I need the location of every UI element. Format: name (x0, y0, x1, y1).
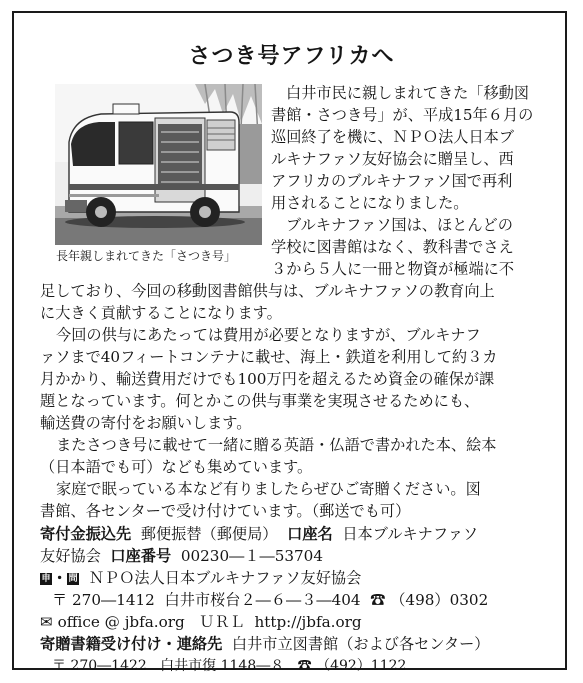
body-line: ァソまで40フィートコンテナに載せ、海上・鉄道を利用して約３カ (40, 348, 498, 366)
url-link[interactable]: http://jbfa.org (254, 613, 362, 631)
body-line: 書館、各センターで受け付けています。（郵送でも可） (40, 502, 411, 520)
body-line: ブルキナファソ国は、ほとんどの (286, 216, 513, 234)
mobile-library-bus-photo (55, 84, 262, 245)
book-donation-label: 寄贈書籍受け付け・連絡先 (40, 635, 223, 653)
org-address: 白井市桜台２―６―３―404 (164, 591, 361, 609)
body-line: 足しており、今回の移動図書館供与は、ブルキナファソの教育向上 (40, 282, 495, 300)
bus-illustration (55, 84, 262, 245)
phone-icon: ☎ (370, 591, 386, 609)
body-line: 白井市民に親しまれてきた「移動図 (286, 84, 529, 102)
donation-line (40, 527, 478, 542)
body-line: 輸送費の寄付をお願いします。 (40, 414, 252, 432)
body-line: ３から５人に一冊と物資が極端に不 (271, 260, 514, 278)
web-line (40, 615, 362, 630)
body-line: に大きく貢献することになります。 (40, 304, 282, 322)
phone-icon: ☎ (297, 658, 312, 674)
url-label: ＵＲＬ (199, 613, 245, 631)
body-line: アフリカのブルキナファソ国で再利 (271, 172, 513, 190)
body-line: 書館・さつき号」が、平成15年６月の (271, 106, 534, 124)
mail-icon: ✉ (40, 613, 53, 631)
account-name: 日本ブルキナファソ (342, 525, 479, 543)
library-address-line (52, 659, 406, 673)
email-link[interactable]: office @ jbfa.org (57, 613, 185, 631)
org-line: 申・問 ＮＰＯ法人日本ブルキナファソ友好協会 (41, 569, 362, 587)
lib-postal: 〒 270―1422 (52, 658, 147, 674)
org-phone: （498）0302 (390, 591, 489, 609)
account-line (40, 549, 323, 564)
application-icon: 申 (41, 574, 51, 584)
lib-phone: （492）1122 (316, 658, 407, 674)
article-title: さつき号アフリカへ (188, 44, 395, 69)
lib-address: 白井市復 1148―８ (160, 658, 285, 674)
account-no: 00230―１―53704 (180, 547, 324, 565)
inquiry-icon: 問 (68, 574, 78, 584)
account-name-cont: 友好協会 (40, 547, 101, 565)
library-name: 白井市立図書館（および各センター） (231, 635, 490, 653)
account-no-label: 口座番号 (110, 547, 172, 565)
body-line: 学校に図書館はなく、教科書でさえ (271, 238, 514, 256)
donation-method: 郵便振替（郵便局） (140, 525, 278, 543)
org-name: ＮＰＯ法人日本ブルキナファソ友好協会 (88, 569, 362, 587)
photo-caption: 長年親しまれてきた「さつき号」 (56, 249, 237, 263)
body-line: またさつき号に載せて一緒に贈る英語・仏語で書かれた本、絵本 (56, 436, 497, 454)
body-line: 巡回終了を機に、ＮＰＯ法人日本ブ (271, 128, 514, 146)
body-line: （日本語でも可）なども集めています。 (40, 458, 313, 476)
org-address-line (52, 593, 488, 608)
account-name-label: 口座名 (287, 525, 333, 543)
body-line: 家庭で眠っている本など有りましたらぜひご寄贈ください。図 (56, 480, 481, 498)
body-line: ルキナファソ友好協会に贈呈し、西 (271, 150, 514, 168)
body-line: 題となっています。何とかこの供与事業を実現させるためにも、 (40, 392, 480, 410)
body-line: 月かかり、輸送費用だけでも100万円を超えるため資金の確保が課 (40, 370, 495, 388)
org-postal: 〒 270―1412 (52, 591, 155, 609)
donation-label: 寄付金振込先 (40, 525, 132, 543)
body-line: 用されることになりました。 (271, 194, 469, 212)
body-line: 今回の供与にあたっては費用が必要となりますが、ブルキナフ (56, 326, 481, 344)
book-donation-line (40, 637, 490, 652)
